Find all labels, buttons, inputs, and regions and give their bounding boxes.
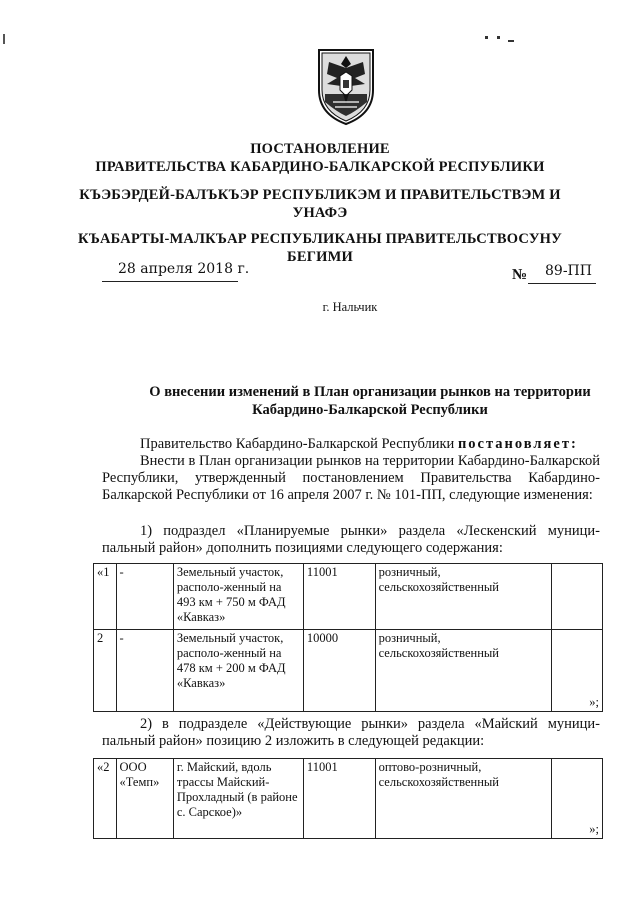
preamble <box>140 436 578 453</box>
balkar-line1: КЪАБАРТЫ-МАЛКЪАР РЕСПУБЛИКАНЫ ПРАВИТЕЛЬСТВОСУНУ <box>78 231 562 247</box>
scan-mark <box>485 36 488 39</box>
cell-type: розничный, сельскохозяйственный <box>375 564 551 630</box>
table-row <box>94 759 603 839</box>
cell-location: г. Майский, вдоль трассы Майский-Прохладный (в районе с. Сарское)» <box>173 759 303 839</box>
kabardian-line1: КЪЭБЭРДЕЙ-БАЛЪКЪЭР РЕСПУБЛИКЭМ И ПРАВИТЕЛЬСТВЭМ И <box>79 187 561 203</box>
subject-line1: О внесении изменений в План организации рынков на территории <box>149 384 591 400</box>
balkar-line2: БЕГИМИ <box>287 249 353 265</box>
cell-end <box>551 564 602 630</box>
title-line2: ПРАВИТЕЛЬСТВА КАБАРДИНО-БАЛКАРСКОЙ РЕСПУБЛИКИ <box>95 159 545 175</box>
cell-org: - <box>116 564 173 630</box>
cell-org: ООО «Темп» <box>116 759 173 839</box>
intro-paragraph: Внести в План организации рынков на территории Кабардино-Балкарской Республики, утвержденный постановлением Правительства Кабардино-Балкарской Республики от 16 апреля 2007 г. № 101-ПП, следующие изменения: <box>102 453 600 503</box>
number-sign: № <box>512 267 528 283</box>
cell-code: 11001 <box>303 564 375 630</box>
cell-code: 11001 <box>303 759 375 839</box>
title-line1: ПОСТАНОВЛЕНИЕ <box>250 141 390 157</box>
scan-mark <box>3 34 5 44</box>
markets-table-2 <box>93 758 603 839</box>
table-row <box>94 564 603 630</box>
kabardian-line2: УНАФЭ <box>292 205 348 221</box>
scan-mark <box>508 40 514 42</box>
cell-num: 2 <box>94 630 117 712</box>
item1-paragraph: 1) подраздел «Планируемые рынки» раздела «Лескенский муници-пальный район» дополнить позициями следующего содержания: <box>102 523 600 556</box>
document-number: 89-ПП <box>545 263 592 279</box>
preamble-text: Правительство Кабардино-Балкарской Республики <box>140 436 455 452</box>
cell-end: »; <box>551 759 602 839</box>
cell-num: «1 <box>94 564 117 630</box>
markets-table-1 <box>93 563 603 712</box>
subject-line2: Кабардино-Балкарской Республики <box>252 402 488 418</box>
document-date: 28 апреля 2018 г. <box>118 261 250 277</box>
scan-mark <box>497 36 500 39</box>
item2-paragraph: 2) в подразделе «Действующие рынки» раздела «Майский муници-пальный район» позицию 2 изложить в следующей редакции: <box>102 716 600 749</box>
coat-of-arms-icon <box>315 44 377 126</box>
cell-num: «2 <box>94 759 117 839</box>
preamble-verb: постановляет: <box>457 436 578 452</box>
table-row <box>94 630 603 712</box>
cell-location: Земельный участок, располо-женный на 478 км + 200 м ФАД «Кавказ» <box>173 630 303 712</box>
number-underline <box>528 283 596 284</box>
cell-code: 10000 <box>303 630 375 712</box>
cell-type: розничный, сельскохозяйственный <box>375 630 551 712</box>
cell-location: Земельный участок, располо-женный на 493 км + 750 м ФАД «Кавказ» <box>173 564 303 630</box>
date-underline <box>102 281 238 282</box>
cell-type: оптово-розничный, сельскохозяйственный <box>375 759 551 839</box>
city: г. Нальчик <box>322 300 378 314</box>
cell-end: »; <box>551 630 602 712</box>
cell-org: - <box>116 630 173 712</box>
